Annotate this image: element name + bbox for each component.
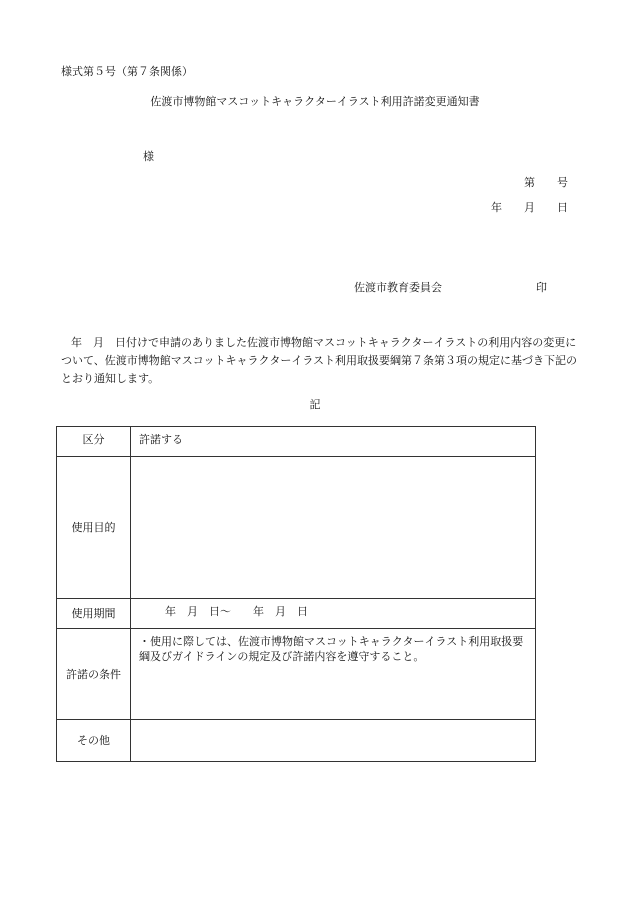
table-row-other [57,720,536,762]
notice-body-line: とおり通知します。 [61,372,160,385]
purpose-value [131,457,536,599]
table-row-purpose [57,457,536,599]
seal-mark: 印 [536,281,547,294]
category-value-text: 許諾する [139,433,183,446]
category-value [131,427,536,457]
document-title: 佐渡市博物館マスコットキャラクターイラスト利用許諾変更通知書 [150,95,480,108]
other-value [131,720,536,762]
issuer-name: 佐渡市教育委員会 [354,281,442,294]
conditions-label: 許諾の条件 [57,629,131,720]
details-table [56,426,536,762]
notice-body [61,334,578,388]
ki-heading: 記 [309,398,321,411]
notice-body-line: 年 月 日付けで申請のありました佐渡市博物館マスコットキャラクターイラストの利用内容の変更に [71,336,577,349]
table-row-period [57,599,536,629]
form-number: 様式第５号（第７条関係） [61,65,193,78]
notice-body-line: ついて、佐渡市博物館マスコットキャラクターイラスト利用取扱要綱第７条第３項の規定に基づき下記の [61,354,578,367]
purpose-label: 使用目的 [57,457,131,599]
period-value [131,599,536,629]
category-label: 区分 [57,427,131,457]
table-row-category [57,427,536,457]
document-date: 年 月 日 [491,201,568,214]
addressee-honorific: 様 [143,150,154,163]
table-row-conditions [57,629,536,720]
period-value-text: 年 月 日～ 年 月 日 [165,605,308,618]
document-number: 第 号 [524,176,568,189]
conditions-value-text: ・使用に際しては、佐渡市博物館マスコットキャラクターイラスト利用取扱要綱及びガイドラインの規定及び許諾内容を遵守すること。 [139,635,524,663]
conditions-value [131,629,536,720]
period-label: 使用期間 [57,599,131,629]
other-label: その他 [57,720,131,762]
